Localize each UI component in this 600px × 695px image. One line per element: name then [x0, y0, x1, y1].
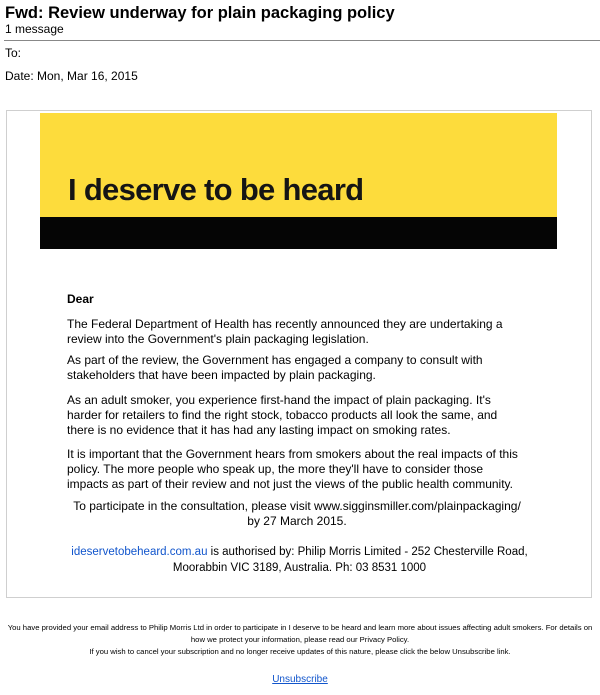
- banner-image: [40, 113, 557, 249]
- message-count: 1 message: [5, 22, 64, 36]
- greeting: Dear: [67, 292, 94, 306]
- unsubscribe-row: [0, 674, 600, 685]
- site-link[interactable]: ideservetobeheard.com.au: [71, 546, 208, 558]
- paragraph-4: It is important that the Government hears from smokers about the real impacts of this policy. The more people who speak up, the more they'll have to consider those impacts as part of their review and not just the views of the public health community.: [67, 447, 518, 491]
- date-field: Date: Mon, Mar 16, 2015: [5, 69, 138, 83]
- email-subject: Fwd: Review underway for plain packaging policy: [5, 4, 395, 22]
- privacy-disclaimer: You have provided your email address to Philip Morris Ltd in order to participate in I deserve to be heard and learn more about issues affecting adult smokers. For details on how we protect your information, please read our Privacy Policy.: [7, 623, 593, 644]
- banner-headline: I deserve to be heard: [68, 172, 364, 207]
- paragraph-5: To participate in the consultation, please visit www.sigginsmiller.com/plainpackaging/ by 27 March 2015.: [73, 499, 521, 528]
- unsubscribe-link[interactable]: Unsubscribe: [272, 674, 328, 685]
- to-field: To:: [5, 46, 22, 60]
- paragraph-3: As an adult smoker, you experience first-hand the impact of plain packaging. It's harder for retailers to find the right stock, tobacco products all look the same, and there is no evidence that it has had any lasting impact on smoking rates.: [67, 393, 498, 437]
- banner-black-band: [40, 217, 557, 249]
- paragraph-2: As part of the review, the Government has engaged a company to consult with stakeholders that have been impacted by plain packaging.: [67, 353, 483, 382]
- authorised-note: [57, 544, 542, 576]
- email-card: [6, 110, 592, 598]
- unsubscribe-disclaimer: If you wish to cancel your subscription and no longer receive updates of this nature, please click the below Unsubscribe link.: [89, 647, 511, 656]
- authorised-text: is authorised by: Philip Morris Limited - 252 Chesterville Road, Moorabbin VIC 3189, Australia. Ph: 03 8531 1000: [172, 546, 528, 574]
- header-divider: [4, 40, 600, 41]
- paragraph-1: The Federal Department of Health has recently announced they are undertaking a review into the Government's plain packaging legislation.: [67, 317, 503, 346]
